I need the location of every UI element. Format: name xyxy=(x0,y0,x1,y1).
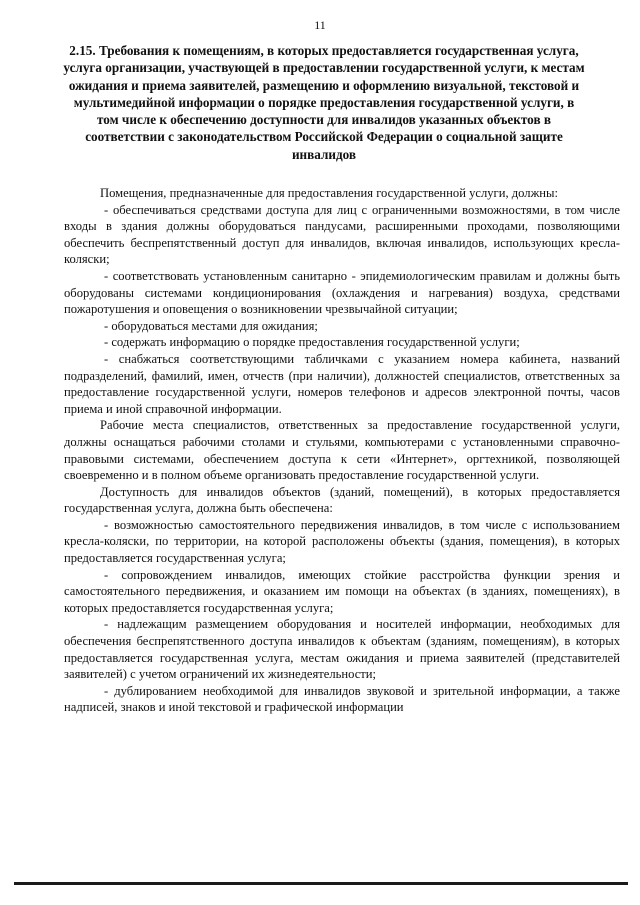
list-item: - оборудоваться местами для ожидания; xyxy=(104,318,318,333)
bottom-rule xyxy=(14,882,628,885)
list-item: - надлежащим размещением оборудования и носителей информации, необходимых для обеспечения беспрепятственного доступа инвалидов к объектам (зданиям, помещениям), в которых предоставляется государственная услуга, местам ожидания и приема заявителей (представителей заявителей) с учетом ограничений их жизнедеятельности; xyxy=(64,617,620,682)
list-item: - возможностью самостоятельного передвижения инвалидов, в том числе с использованием кресла-коляски, по территории, на которой расположены объекты (здания, помещения), в которых предоставляется государственная услуга; xyxy=(64,517,620,566)
paragraph-workplaces: Рабочие места специалистов, ответственных за предоставление государственной услуги, должны оснащаться рабочими столами и стульями, компьютерами с установленными справочно-правовыми системами, обеспечением доступа к сети «Интернет», оргтехникой, позволяющей своевременно и в полном объеме организовать предоставление государственной услуги. xyxy=(64,418,620,483)
list-item: - дублированием необходимой для инвалидов звуковой и зрительной информации, а также надписей, знаков и иной текстовой и графической информации xyxy=(64,683,620,715)
list-item: - обеспечиваться средствами доступа для лиц с ограниченными возможностями, в том числе входы в здания должны оборудоваться пандусами, расширенными проходами, позволяющими обеспечить беспрепятственный доступ для инвалидов, включая инвалидов, использующих кресла-коляски; xyxy=(64,202,620,267)
paragraph-accessibility: Доступность для инвалидов объектов (зданий, помещений), в которых предоставляется государственная услуга, должна быть обеспечена: xyxy=(64,484,620,516)
document-body xyxy=(64,185,620,716)
list-item: - сопровождением инвалидов, имеющих стойкие расстройства функции зрения и самостоятельного передвижения, и оказанием им помощи на объектах (в зданиях, помещениях), в которых предоставляется государственная услуга; xyxy=(64,567,620,615)
list-item: - содержать информацию о порядке предоставления государственной услуги; xyxy=(104,335,520,350)
page-number: 11 xyxy=(314,18,326,32)
list-item: - соответствовать установленным санитарно - эпидемиологическим правилам и должны быть оборудованы системами кондиционирования (охлаждения и нагревания) воздуха, средствами пожаротушения и оповещения о возникновении чрезвычайной ситуации; xyxy=(64,268,620,317)
list-item: - снабжаться соответствующими табличками с указанием номера кабинета, названий подразделений, фамилий, имен, отчеств (при наличии), должностей специалистов, ответственных за предоставление государственной услуги, номеров телефонов и адресов электронной почты, часов приема и иной справочной информации. xyxy=(64,351,620,416)
section-heading: 2.15. Требования к помещениям, в которых предоставляется государственная услуга, услуга организации, участвующей в предоставлении государственной услуги, к местам ожидания и приема заявителей, размещению и оформлению визуальной, текстовой и мультимедийной информации о порядке предоставления государственной услуги, в том числе к обеспечению доступности для инвалидов указанных объектов в соответствии с законодательством Российской Федерации о социальной защите инвалидов xyxy=(63,43,585,162)
paragraph-intro: Помещения, предназначенные для предоставления государственной услуги, должны: xyxy=(100,186,558,200)
